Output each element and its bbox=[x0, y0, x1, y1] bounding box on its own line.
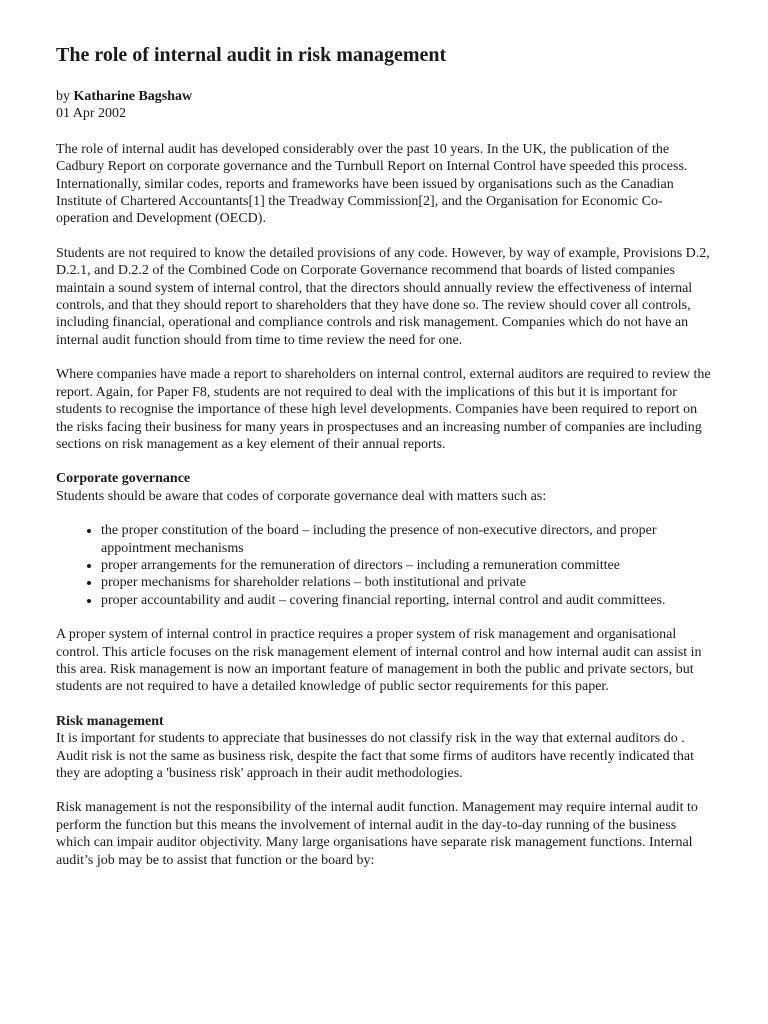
list-item: • the proper constitution of the board – including the presence of non-executive directors, and proper appointment mechanisms bbox=[101, 522, 712, 557]
heading-corporate-governance: Corporate governance bbox=[56, 471, 191, 487]
governance-intro: Students should be aware that codes of corporate governance deal with matters such as: bbox=[56, 488, 547, 504]
byline bbox=[56, 88, 712, 105]
paragraph-intro: The role of internal audit has developed considerably over the past 10 years. In the UK, the publication of the Cadbury Report on corporate governance and the Turnbull Report on Internal Control have speeded this process. Internationally, similar codes, reports and frameworks have been issued by organisations such as the Canadian Institute of Chartered Accountants[1] the Treadway Commission[2], and the Organisation for Economic Co-operation and Development (OECD). bbox=[56, 141, 688, 227]
list-item: • proper arrangements for the remuneration of directors – including a remuneration committee bbox=[101, 557, 712, 574]
heading-risk-management: Risk management bbox=[56, 713, 164, 729]
article-title: The role of internal audit in risk management bbox=[56, 44, 447, 66]
byline-prefix: by bbox=[56, 89, 74, 104]
list-item: • proper accountability and audit – covering financial reporting, internal control and audit committees. bbox=[101, 592, 712, 609]
paragraph-external-auditors: Where companies have made a report to shareholders on internal control, external auditors are required to review the report. Again, for Paper F8, students are not required to deal with the implications of this but it is important for students to recognise the importance of these high level developments. Companies have been required to report on the risks facing their business for many years in prospectuses and an increasing number of companies are including sections on risk management as a key element of their annual reports. bbox=[56, 367, 711, 452]
list-item: • proper mechanisms for shareholder relations – both institutional and private bbox=[101, 574, 712, 591]
governance-bullet-list bbox=[56, 522, 712, 609]
paragraph-risk-classification: It is important for students to appreciate that businesses do not classify risk in the way that external auditors do . Audit risk is not the same as business risk, despite the fact that some firms of auditors have recently indicated that they are adopting a 'business risk' approach in their audit methodologies. bbox=[56, 731, 695, 781]
paragraph-code-provisions: Students are not required to know the detailed provisions of any code. However, by way of example, Provisions D.2, D.2.1, and D.2.2 of the Combined Code on Corporate Governance recommend that boards of listed companies maintain a sound system of internal control, that the directors should annually review the effectiveness of internal controls, and that they should report to shareholders that they have done so. The review should cover all controls, including financial, operational and compliance controls and risk management. Companies which do not have an internal audit function should from time to time review the need for one. bbox=[56, 245, 710, 348]
author-name: Katharine Bagshaw bbox=[73, 89, 193, 104]
publish-date: 01 Apr 2002 bbox=[56, 106, 126, 122]
paragraph-risk-responsibility: Risk management is not the responsibility of the internal audit function. Management may require internal audit to perform the function but this means the involvement of internal audit in the day-to-day running of the business which can impair auditor objectivity. Many large organisations have separate risk management functions. Internal audit’s job may be to assist that function or the board by: bbox=[56, 800, 698, 868]
paragraph-internal-control: A proper system of internal control in practice requires a proper system of risk management and organisational control. This article focuses on the risk management element of internal control and how internal audit can assist in this area. Risk management is now an important feature of management in both the public and private sectors, but students are not required to have a detailed knowledge of public sector requirements for this paper. bbox=[56, 627, 702, 695]
